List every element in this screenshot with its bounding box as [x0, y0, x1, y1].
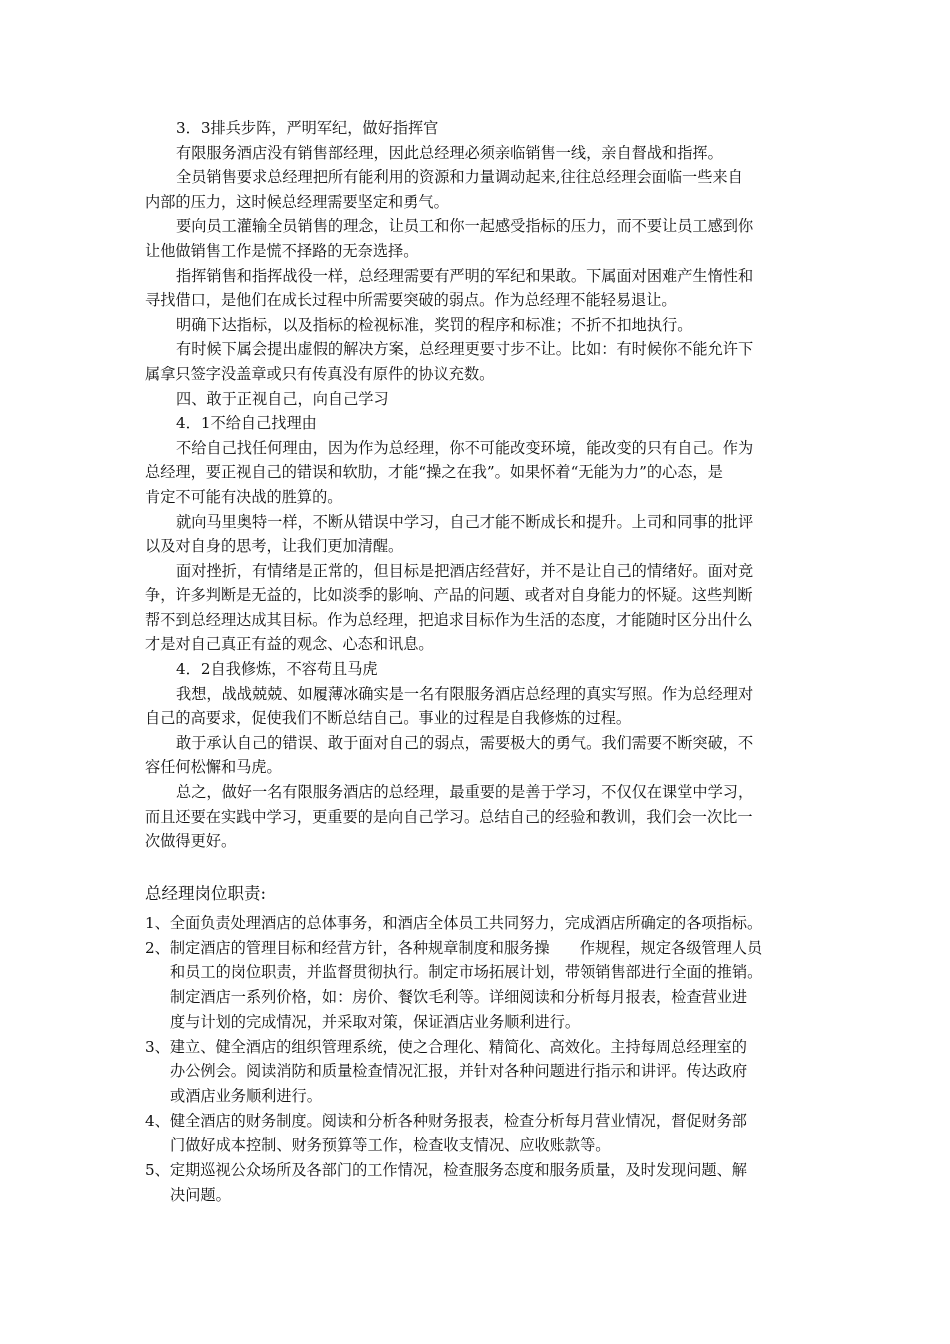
text-line: 3．3排兵步阵，严明军纪，做好指挥官 — [176, 119, 439, 137]
duties-list — [145, 911, 815, 1207]
text-line: 争，许多判断是无益的，比如淡季的影响、产品的问题、或者对自身能力的怀疑。这些判断 — [145, 586, 753, 605]
article-body — [145, 116, 810, 854]
paragraph — [145, 313, 810, 338]
text-line: 敢于承认自己的错误、敢于面对自己的弱点，需要极大的勇气。我们需要不断突破，不 — [176, 733, 754, 752]
text-line: 4．2自我修炼，不容苟且马虎 — [176, 660, 378, 679]
paragraph — [145, 141, 810, 166]
paragraph — [145, 214, 810, 263]
duty-line: 和员工的岗位职责，并监督贯彻执行。制定市场拓展计划，带领销售部进行全面的推销。 — [170, 963, 763, 982]
duty-line: 制定酒店一系列价格，如：房价、餐饮毛利等。详细阅读和分析每月报表，检查营业进 — [170, 988, 748, 1007]
paragraph — [145, 436, 810, 510]
text-line: 四、敢于正视自己，向自己学习 — [176, 389, 389, 408]
duties-title: 总经理岗位职责: — [145, 884, 267, 903]
duty-line: 决问题。 — [170, 1185, 231, 1204]
paragraph — [145, 337, 810, 386]
duty-line: 1、全面负责处理酒店的总体事务，和酒店全体员工共同努力，完成酒店所确定的各项指标。 — [145, 914, 763, 932]
text-line: 面对挫折，有情绪是正常的，但目标是把酒店经营好，并不是让自己的情绪好。面对竞 — [176, 561, 754, 580]
text-line: 指挥销售和指挥战役一样，总经理需要有严明的军纪和果敢。下属面对困难产生惰性和 — [176, 266, 754, 285]
text-line: 总经理，要正视自己的错误和软肋，才能“操之在我”。如果怀着“无能为力”的心态，是 — [145, 463, 723, 482]
duty-line: 5、定期巡视公众场所及各部门的工作情况，检查服务态度和服务质量，及时发现问题、解 — [145, 1161, 747, 1180]
duty-item — [145, 1158, 815, 1207]
duty-line: 2、制定酒店的管理目标和经营方针，各种规章制度和服务操 作规程，规定各级管理人员 — [145, 938, 763, 957]
section-heading — [145, 387, 810, 412]
duty-line: 或酒店业务顺利进行。 — [170, 1086, 322, 1105]
paragraph — [145, 264, 810, 313]
text-line: 帮不到总经理达成其目标。作为总经理，把追求目标作为生活的态度，才能随时区分出什么 — [145, 610, 753, 629]
section-heading — [145, 411, 810, 436]
duty-line: 办公例会。阅读消防和质量检查情况汇报，并针对各种问题进行指示和讲评。传达政府 — [170, 1062, 748, 1081]
duty-item — [145, 1109, 815, 1158]
paragraph — [145, 682, 810, 731]
text-line: 我想，战战兢兢、如履薄冰确实是一名有限服务酒店总经理的真实写照。作为总经理对 — [176, 684, 754, 703]
section-heading — [145, 657, 810, 682]
paragraph — [145, 510, 810, 559]
text-line: 次做得更好。 — [145, 832, 237, 851]
text-line: 明确下达指标，以及指标的检视标准，奖罚的程序和标准；不折不扣地执行。 — [176, 315, 693, 334]
duty-item — [145, 936, 815, 1035]
text-line: 而且还要在实践中学习，更重要的是向自己学习。总结自己的经验和教训，我们会一次比一 — [145, 807, 753, 826]
text-line: 让他做销售工作是慌不择路的无奈选择。 — [145, 241, 419, 260]
paragraph — [145, 780, 810, 854]
text-line: 有时候下属会提出虚假的解决方案，总经理更要寸步不让。比如：有时候你不能允许下 — [176, 340, 754, 359]
text-line: 要向员工灌输全员销售的理念，让员工和你一起感受指标的压力，而不要让员工感到你 — [176, 217, 754, 236]
duty-item — [145, 911, 815, 936]
duty-line: 4、健全酒店的财务制度。阅读和分析各种财务报表，检查分析每月营业情况，督促财务部 — [145, 1111, 747, 1130]
duty-line: 度与计划的完成情况，并采取对策，保证酒店业务顺利进行。 — [170, 1012, 581, 1031]
duty-item — [145, 1035, 815, 1109]
section-heading — [145, 116, 810, 141]
text-line: 肯定不可能有决战的胜算的。 — [145, 487, 343, 506]
text-line: 属拿只签字没盖章或只有传真没有原件的协议充数。 — [145, 364, 495, 383]
text-line: 全员销售要求总经理把所有能利用的资源和力量调动起来,往往总经理会面临一些来自 — [176, 168, 743, 187]
text-line: 就向马里奥特一样，不断从错误中学习，自己才能不断成长和提升。上司和同事的批评 — [176, 512, 754, 531]
text-line: 有限服务酒店没有销售部经理，因此总经理必须亲临销售一线，亲自督战和指挥。 — [176, 143, 723, 162]
paragraph — [145, 165, 810, 214]
text-line: 内部的压力，这时候总经理需要坚定和勇气。 — [145, 192, 449, 211]
duty-line: 门做好成本控制、财务预算等工作，检查收支情况、应收账款等。 — [170, 1136, 611, 1155]
text-line: 寻找借口，是他们在成长过程中所需要突破的弱点。作为总经理不能轻易退让。 — [145, 291, 677, 310]
text-line: 容任何松懈和马虎。 — [145, 758, 282, 777]
text-line: 总之，做好一名有限服务酒店的总经理，最重要的是善于学习，不仅仅在课堂中学习， — [176, 783, 754, 802]
text-line: 以及对自身的思考，让我们更加清醒。 — [145, 537, 404, 556]
text-line: 自己的高要求，促使我们不断总结自己。事业的过程是自我修炼的过程。 — [145, 709, 631, 728]
text-line: 不给自己找任何理由，因为作为总经理，你不可能改变环境，能改变的只有自己。作为 — [176, 438, 754, 457]
text-line: 才是对自己真正有益的观念、心态和讯息。 — [145, 635, 434, 654]
paragraph — [145, 559, 810, 657]
text-line: 4．1不给自己找理由 — [176, 414, 317, 433]
paragraph — [145, 731, 810, 780]
duty-line: 3、建立、健全酒店的组织管理系统，使之合理化、精简化、高效化。主持每周总经理室的 — [145, 1037, 747, 1056]
